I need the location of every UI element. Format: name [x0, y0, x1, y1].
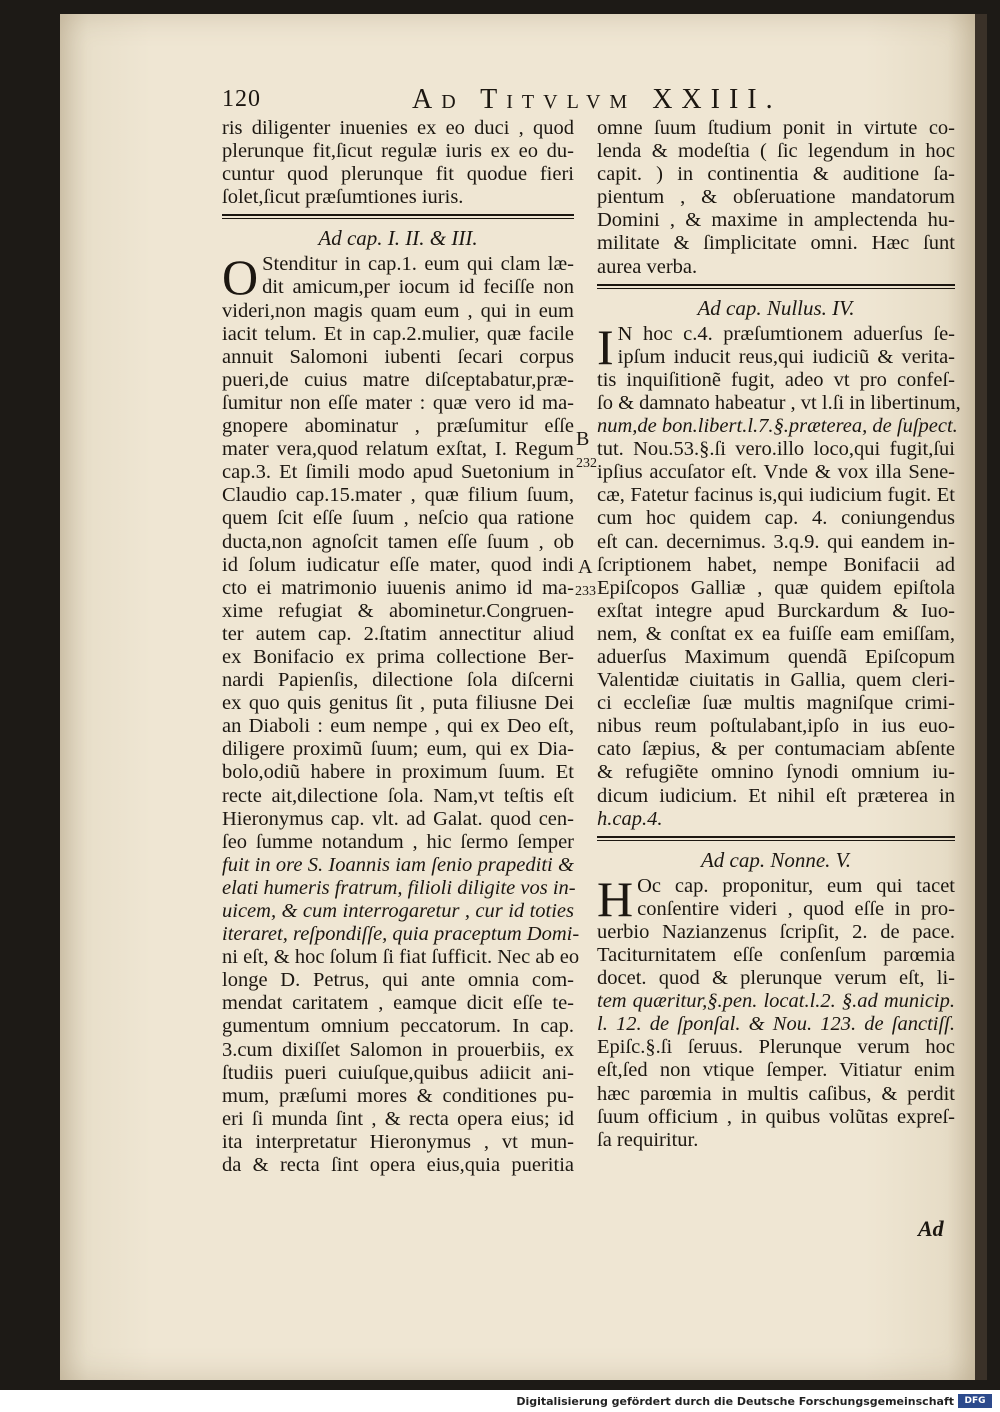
text-line: ris diligenter inuenies ex eo duci , quod	[222, 117, 574, 139]
text-line: Oc cap. proponitur, eum qui tacet	[637, 874, 955, 897]
margin-letter-b: B	[576, 428, 590, 450]
text-line: mum, præſumi mores & conditiones pu-	[222, 1084, 574, 1107]
text-line: ſumitur non eſſe mater : quæ vero id ma-	[222, 391, 574, 414]
text-line: cap.3. Et ſimili modo apud Suetonium in	[222, 461, 574, 484]
text-line: ſeo ſumme notandum , hic ſermo ſemper	[222, 830, 574, 853]
text-line: nibus reum poſtulabant,ipſo in ius euo-	[597, 715, 955, 738]
text-line: mater vera,quod relatum exſtat, I. Regum	[222, 438, 574, 461]
text-line: eſt can. decernimus. 3.q.9. qui eandem in-	[597, 530, 955, 553]
text-line: elati humeris fratrum, filioli diligite vos in-	[222, 876, 576, 899]
text-line: recte ait,dilectione ſola. Nam,vt teſtis eſt	[222, 784, 574, 807]
section-heading: Ad cap. I. II. & III.	[318, 226, 478, 251]
text-line: tut. Nou.53.§.ſi vero.illo loco,qui fugit,ſui	[597, 438, 955, 461]
digitization-footer	[0, 1390, 1000, 1412]
text-line: ſuum officium , in quibus volũtas expreſ-	[597, 1105, 955, 1128]
text-line: Valentidæ ciuitatis in Gallia, quem cleri-	[597, 669, 955, 692]
text-line: Taciturnitatem eſſe conſenſum parœmia	[597, 944, 955, 966]
text-line: eſt,ſed non vtique ſemper. Vitiatur enim	[597, 1059, 955, 1082]
text-line: ipſum inducit reus,qui iudiciũ & verita-	[617, 345, 955, 368]
text-line: mendat caritatem , eamque dicit eſſe te-	[222, 992, 574, 1015]
text-line: ſtudiis pueri cuiuſque,quibus adiicit ani-	[222, 1061, 574, 1084]
margin-letter-a: A	[578, 556, 593, 578]
section-paragraph	[222, 249, 580, 1177]
text-line: quem ſcit eſſe ſuum , neſcio qua ratione	[222, 507, 574, 530]
text-line: ex Bonifacio ex prima collectione Ber-	[222, 645, 574, 668]
catchword: Ad	[918, 1216, 944, 1241]
right-intro-paragraph	[597, 117, 955, 279]
text-line: iacit telum. Et in cap.2.mulier, quæ facile	[222, 322, 574, 345]
section-paragraph	[597, 318, 961, 831]
text-line: militate & ſimplicitate omni. Hæc ſunt	[597, 232, 955, 255]
text-line: gumentum omnium peccatorum. In cap.	[222, 1015, 574, 1038]
page-header	[222, 86, 970, 120]
text-line: Domini , & maxime in amplectenda hu-	[597, 209, 955, 232]
text-line: cto ei matrimonio iuuenis animo id ma-	[222, 576, 574, 599]
dfg-logo: DFG	[958, 1394, 992, 1408]
text-line: Claudio cap.15.mater , quæ filium ſuum,	[222, 484, 574, 507]
text-line: aurea verba.	[597, 255, 698, 278]
margin-reference-number: 232	[576, 456, 597, 471]
text-line: omne ſuum ſtudium ponit in virtute co-	[597, 117, 955, 139]
text-line: exſtat integre apud Burckardum & Iuo-	[597, 599, 955, 622]
text-line: pueri,de cuius matre diſceptabatur,præ-	[222, 368, 574, 391]
right-column	[597, 117, 961, 1152]
section-paragraph	[597, 870, 955, 1152]
text-line: lenda & modeſtia ( ſic legendum in hoc	[597, 140, 955, 163]
text-line: ter autem cap. 2.ſtatim annectitur aliud	[222, 622, 574, 645]
text-line: ci eccleſiæ ſuæ multis magniſque crimi-	[597, 692, 955, 715]
text-line: dicum iudicium. Et nihil eſt præterea in	[597, 784, 955, 807]
drop-cap: H	[597, 870, 634, 927]
text-line: dit amicum,per iocum id feciſſe non	[262, 276, 574, 299]
text-line: ſo & damnato habeatur , vt l.ſi in libertinum,	[597, 391, 961, 414]
text-line: da & recta ſint opera eius,quia pueritia	[222, 1154, 574, 1177]
text-line: pientum , & obſeruatione mandatorum	[597, 186, 955, 209]
text-line: diligere proximũ ſuum; eum, qui ex Dia-	[222, 738, 574, 761]
text-line: docet. quod & plerunque verum eſt, li-	[597, 967, 955, 990]
text-line: fuit in ore S. Ioannis iam ſenio prapediti &	[222, 853, 574, 876]
text-line: Stenditur in cap.1. eum qui clam læ-	[262, 253, 574, 276]
text-line: ni eſt, & hoc ſolum ſi fiat ſufficit. Nec ab eo	[222, 946, 580, 969]
text-line: ita interpretatur Hieronymus , vt mun-	[222, 1130, 574, 1153]
text-line: aduerſus Maximum quendã Epiſcopum	[597, 645, 955, 668]
page-number: 120	[222, 86, 261, 112]
text-line: an Diaboli : eum nempe , qui ex Deo eſt,	[222, 715, 574, 738]
text-line: longe D. Petrus, qui ante omnia com-	[222, 969, 574, 992]
text-line: annuit Salomoni iubenti ſecari corpus	[222, 345, 574, 368]
left-intro-paragraph	[222, 117, 574, 209]
section-divider	[597, 831, 955, 845]
book-spine-edge	[975, 14, 987, 1380]
text-line: num,de bon.libert.l.7.§.præterea, de ſuſpect.	[597, 415, 958, 438]
text-line: Epiſc.§.ſi ſeruus. Plerunque verum hoc	[597, 1036, 955, 1059]
text-line: ſcriptionem habet, nempe Bonifacii ad	[597, 553, 955, 576]
text-line: nem, & conſtat ex ea fuiſſe eam emiſſam,	[597, 622, 955, 645]
text-line: h.cap.4.	[597, 807, 663, 830]
running-head: Ad Titvlvm XXIII.	[412, 84, 782, 115]
text-line: & refugiẽte omnino ſynodi omnium iu-	[597, 761, 955, 784]
text-line: uicem, & cum interrogaretur , cur id toties	[222, 900, 574, 922]
text-line: ducta,non agnoſcit tamen eſſe ſuum , ob	[222, 530, 574, 553]
text-line: cæ, Fatetur facinus is,qui iudicium fugit. Et	[597, 484, 955, 507]
text-line: id ſolum iudicatur eſſe mater, quod indi	[222, 553, 574, 576]
section-divider	[597, 279, 955, 293]
section-heading: Ad cap. Nonne. V.	[700, 847, 852, 872]
text-line: gnopere abominatur , præſumitur eſſe	[222, 415, 574, 438]
text-line: l. 12. de ſponſal. & Nou. 123. de ſanctiſſ.	[597, 1013, 955, 1036]
left-column	[222, 117, 580, 1177]
section-heading: Ad cap. Nullus. IV.	[697, 295, 855, 320]
text-line: plerunque fit,ſicut regulæ iuris ex eo du-	[222, 140, 574, 163]
text-line: tis inquiſitionẽ fugit, adeo vt pro confeſ-	[597, 368, 955, 391]
margin-reference-number: 233	[575, 584, 596, 599]
text-line: N hoc c.4. præſumtionem aduerſus ſe-	[617, 322, 955, 345]
text-line: cum hoc quidem cap. 4. coniungendus	[597, 507, 955, 530]
section-divider	[222, 209, 574, 223]
text-line: iteraret, reſpondiſſe, quia praceptum Domi-	[222, 923, 580, 946]
text-line: uerbio Nazianzenus ſcripſit, 2. de pace.	[597, 920, 955, 943]
drop-cap: O	[222, 249, 259, 306]
text-line: capit. ) in continentia & auditione ſa-	[597, 163, 955, 186]
text-line: ſolet,ſicut præſumtiones iuris.	[222, 186, 464, 209]
text-line: videri,non magis quam eum , qui in eum	[222, 299, 574, 322]
text-line: ipſius accuſator eſt. Vnde & vox illa Sene-	[597, 461, 955, 484]
drop-cap: I	[597, 318, 614, 375]
text-line: eri ſi munda ſint , & recta opera eius; id	[222, 1107, 574, 1130]
text-line: ex quo quis genitus ſit , puta filiusne Dei	[222, 692, 574, 715]
text-line: cato ſæpius, & per contumaciam abſente	[597, 738, 955, 761]
text-line: nardi Papienſis, dilectione ſola diſcerni	[222, 669, 574, 692]
text-line: Epiſcopos Galliæ , quæ quidem epiſtola	[597, 576, 955, 599]
text-line: hæc parœmia in multis caſibus, & perdit	[597, 1082, 955, 1105]
text-line: bolo,odiũ habere in proximum ſuum. Et	[222, 761, 574, 784]
text-line: conſentire videri , quod eſſe in pro-	[637, 897, 955, 920]
text-line: Hieronymus cap. vlt. ad Galat. quod cen-	[222, 807, 574, 830]
text-line: cuntur quod plerunque fit quodue fieri	[222, 163, 574, 186]
funding-credit: Digitalisierung gefördert durch die Deutsche Forschungsgemeinschaft	[516, 1395, 954, 1408]
text-line: tem quæritur,§.pen. locat.l.2. §.ad municip.	[597, 990, 955, 1013]
text-line: 3.cum dixiſſet Salomon in prouerbiis, ex	[222, 1038, 574, 1061]
text-line: ſa requiritur.	[597, 1128, 699, 1151]
text-line: xime refugiat & abominetur.Congruen-	[222, 599, 574, 622]
